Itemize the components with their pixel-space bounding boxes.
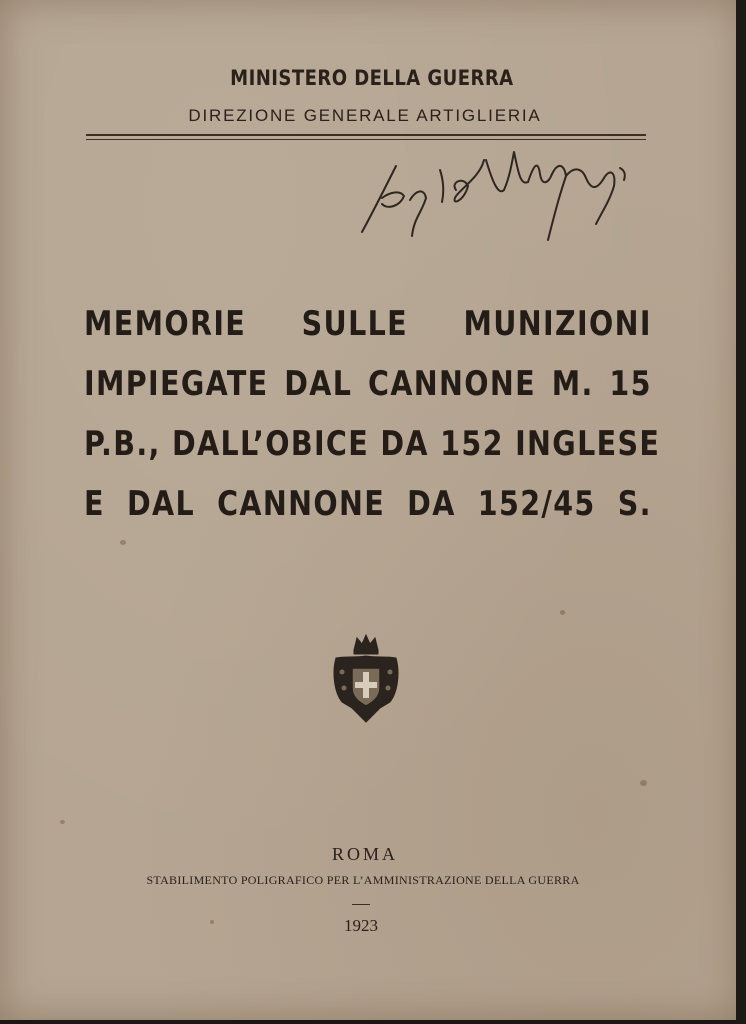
title-line-1: MEMORIE SULLE MUNIZIONI (84, 304, 652, 344)
imprint-year: 1923 (344, 916, 378, 935)
imprint-city: ROMA (331, 844, 398, 864)
page-edge (736, 0, 746, 1024)
title-line-3: P.B., DALL’OBICE DA 152 INGLESE (84, 424, 661, 464)
title-line-2: IMPIEGATE DAL CANNONE M. 15 (84, 364, 652, 404)
document-title (84, 294, 661, 534)
imprint-printer: STABILIMENTO POLIGRAFICO PER L’AMMINISTRAZIONE DELLA GUERRA (146, 873, 580, 887)
paper-stain (60, 820, 65, 824)
paper-stain (120, 540, 126, 545)
paper-stain (560, 610, 565, 615)
handwritten-signature (352, 140, 642, 250)
paper-stain (210, 920, 214, 924)
direction-subheading: DIREZIONE GENERALE ARTIGLIERIA (188, 106, 542, 125)
imprint-divider (352, 904, 370, 905)
header-rule (86, 134, 646, 136)
paper-stain (640, 780, 647, 786)
ministry-heading: MINISTERO DELLA GUERRA (230, 66, 514, 90)
title-line-4: E DAL CANNONE DA 152/45 S. (84, 484, 652, 524)
royal-coat-of-arms-icon (330, 632, 402, 724)
